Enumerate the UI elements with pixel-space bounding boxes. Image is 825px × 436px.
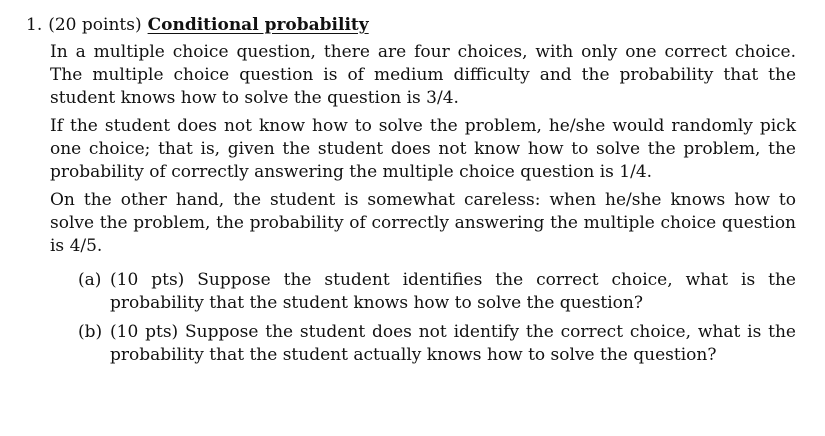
problem-1 xyxy=(26,14,796,373)
problem-header xyxy=(26,14,796,37)
problem-number: 1. xyxy=(26,15,43,35)
part-b-label: (b) xyxy=(78,322,103,342)
part-b-text: (10 pts) Suppose the student does not identify the correct choice, what is the probability that the student actually knows how to solve the question? xyxy=(110,322,796,365)
problem-title: Conditional probability xyxy=(147,15,369,35)
problem-body xyxy=(50,41,796,367)
part-a-text: (10 pts) Suppose the student identifies the correct choice, what is the probability that the student knows how to solve the question? xyxy=(110,270,796,313)
problem-parts xyxy=(78,269,796,367)
paragraph-careless: On the other hand, the student is somewhat careless: when he/she knows how to solve the problem, the probability of correctly answering the multiple choice question is 4/5. xyxy=(50,190,796,256)
paragraph-intro: In a multiple choice question, there are four choices, with only one correct choice. The multiple choice question is of medium difficulty and the probability that the student knows how to solve the question is 3/4. xyxy=(50,42,796,108)
part-b xyxy=(78,321,796,367)
paragraph-random-guess: If the student does not know how to solve the problem, he/she would randomly pick one choice; that is, given the student does not know how to solve the problem, the probability of correctly answering the multiple choice question is 1/4. xyxy=(50,116,796,182)
part-a-label: (a) xyxy=(78,270,102,290)
part-a xyxy=(78,269,796,315)
problem-points: (20 points) xyxy=(48,15,142,35)
